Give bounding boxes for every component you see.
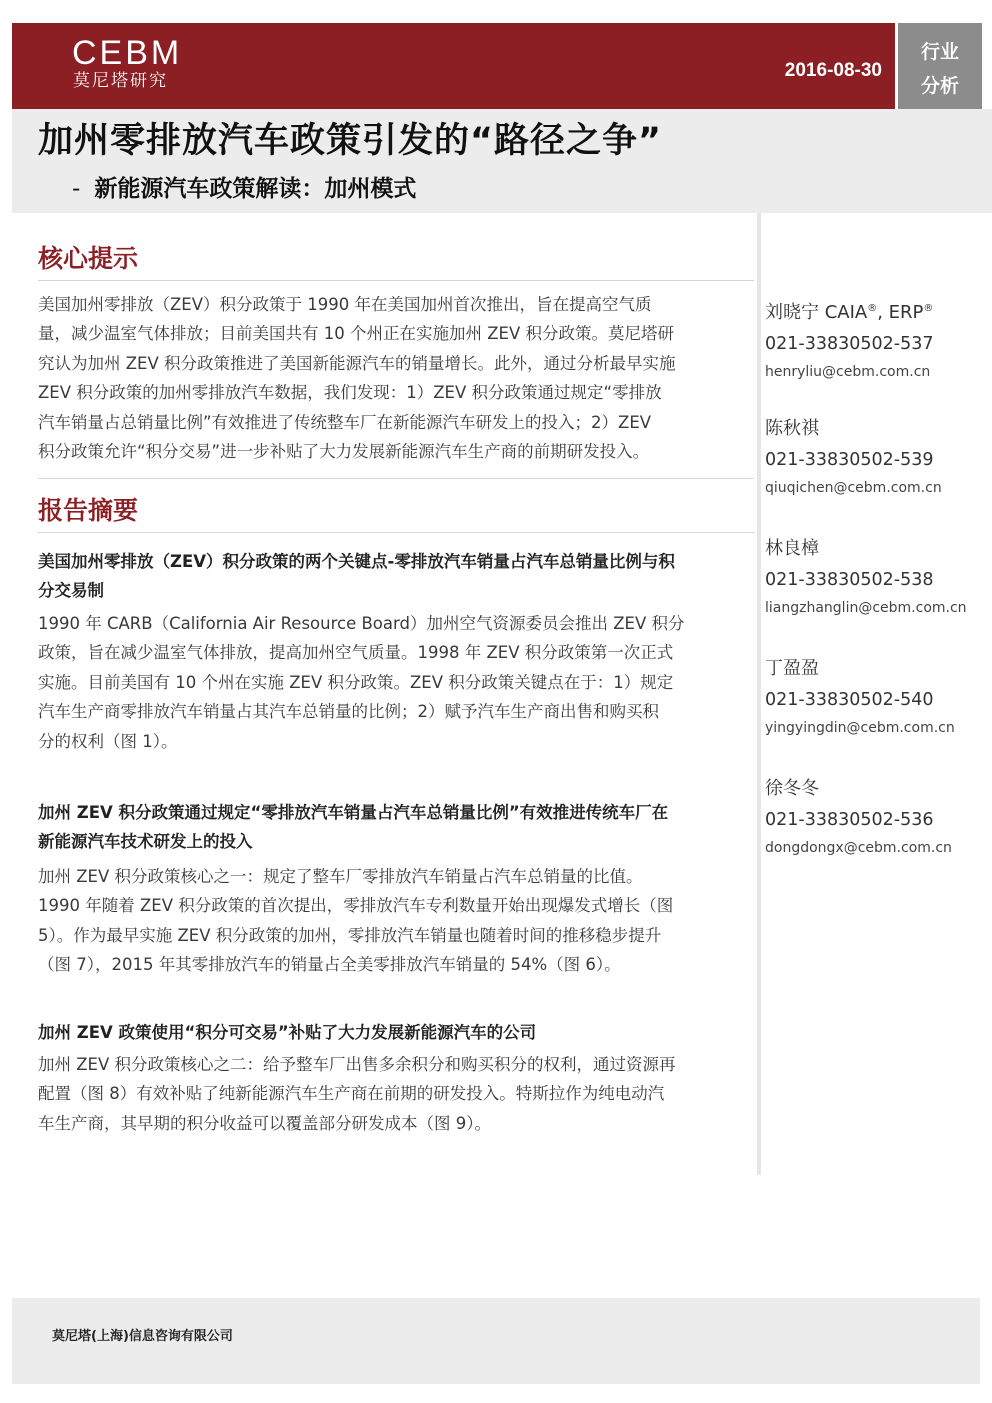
summary-block-3-body [38, 1050, 748, 1138]
author-email-link[interactable]: yingyingdin@cebm.com.cn [765, 720, 955, 736]
summary-block-1-title [38, 547, 748, 606]
author-name: 徐冬冬 [765, 778, 819, 799]
author-phone: 021-33830502-540 [765, 690, 934, 710]
block-body-line: 加州 ZEV 积分政策核心之一：规定了整车厂零排放汽车销量占汽车总销量的比值。 [38, 867, 643, 886]
block-body-line: 1990 年随着 ZEV 积分政策的首次提出，零排放汽车专利数量开始出现爆发式增长（图 [38, 896, 674, 916]
category-line-2: 分析 [920, 75, 959, 97]
cebm-logo [66, 35, 206, 95]
author-card [765, 535, 987, 619]
core-line: 积分政策允许“积分交易”进一步补贴了大力发展新能源汽车生产商的前期研发投入。 [38, 442, 650, 462]
subtitle-text: 新能源汽车政策解读：加州模式 [94, 176, 417, 202]
author-name: 陈秋祺 [765, 418, 819, 439]
author-email-link[interactable]: qiuqichen@cebm.com.cn [765, 480, 942, 496]
author-email-link[interactable]: henryliu@cebm.com.cn [765, 364, 931, 380]
core-heading: 核心提示 [38, 244, 139, 273]
logo-mark: CEBM [72, 34, 183, 72]
block-body-line: 实施。目前美国有 10 个州在实施 ZEV 积分政策。ZEV 积分政策关键点在于：1）规定 [38, 672, 674, 692]
author-email-link[interactable]: dongdongx@cebm.com.cn [765, 840, 952, 856]
core-line: 汽车销量占总销量比例”有效推进了传统整车厂在新能源汽车研发上的投入；2）ZEV [38, 412, 652, 432]
page-subtitle [72, 172, 416, 206]
block-body-line: 政策，旨在减少温室气体排放，提高加州空气质量。1998 年 ZEV 积分政策第一次正式 [38, 643, 674, 663]
page-title: 加州零排放汽车政策引发的“路径之争” [38, 121, 663, 161]
block-body-line: 配置（图 8）有效补贴了纯新能源汽车生产商在前期的研发投入。特斯拉作为纯电动汽 [38, 1084, 665, 1104]
author-card [765, 655, 987, 739]
block-body-line: （图 7），2015 年其零排放汽车的销量占全美零排放汽车销量的 54%（图 6）。 [38, 955, 621, 975]
block-title-line: 加州 ZEV 积分政策通过规定“零排放汽车销量占汽车总销量比例”有效推进传统车厂在 [38, 803, 669, 822]
block-body-line: 5）。作为最早实施 ZEV 积分政策的加州，零排放汽车销量也随着时间的推移稳步提升 [38, 925, 662, 945]
section-divider [38, 478, 754, 479]
summary-heading-rule [38, 532, 754, 533]
author-phone: 021-33830502-538 [765, 570, 934, 590]
block-body-line: 分的权利（图 1）。 [38, 731, 178, 751]
author-card [765, 775, 987, 859]
block-body-line: 车生产商，其早期的积分收益可以覆盖部分研发成本（图 9）。 [38, 1113, 491, 1133]
author-phone: 021-33830502-536 [765, 810, 934, 830]
core-line: 量，减少温室气体排放；目前美国共有 10 个州正在实施加州 ZEV 积分政策。莫尼塔研 [38, 324, 674, 344]
author-name: 刘晓宁 CAIA®, ERP® [765, 302, 934, 323]
core-heading-rule [38, 280, 754, 281]
category-badge [895, 23, 982, 109]
core-paragraph [38, 290, 748, 466]
block-title-line: 分交易制 [38, 581, 104, 601]
report-date: 2016-08-30 [784, 60, 882, 81]
block-body-line: 汽车生产商零排放汽车销量占其汽车总销量的比例；2）赋予汽车生产商出售和购买积 [38, 702, 659, 722]
author-name: 丁盈盈 [765, 658, 819, 679]
core-line: 美国加州零排放（ZEV）积分政策于 1990 年在美国加州首次推出，旨在提高空气质 [38, 295, 652, 314]
author-email-link[interactable]: liangzhanglin@cebm.com.cn [765, 600, 967, 616]
block-title-line: 美国加州零排放（ZEV）积分政策的两个关键点-零排放汽车销量占汽车总销量比例与积 [38, 552, 675, 571]
summary-block-1-body [38, 609, 748, 756]
footer-company: 莫尼塔(上海)信息咨询有限公司 [52, 1329, 233, 1344]
summary-block-3-title [38, 1018, 748, 1047]
author-phone: 021-33830502-537 [765, 334, 934, 354]
subtitle-dash: - [72, 176, 81, 202]
summary-block-2-body [38, 862, 748, 980]
author-name: 林良樟 [765, 538, 819, 559]
block-title-line: 加州 ZEV 政策使用“积分可交易”补贴了大力发展新能源汽车的公司 [38, 1023, 537, 1042]
logo-name: 莫尼塔研究 [73, 71, 168, 91]
author-card [765, 295, 987, 383]
category-line-1: 行业 [920, 41, 959, 63]
summary-heading: 报告摘要 [38, 496, 139, 525]
block-body-line: 加州 ZEV 积分政策核心之二：给予整车厂出售多余积分和购买积分的权利，通过资源再 [38, 1055, 676, 1074]
summary-block-2-title [38, 798, 748, 857]
block-body-line: 1990 年 CARB（California Air Resource Board）加州空气资源委员会推出 ZEV 积分 [38, 614, 685, 633]
core-line: ZEV 积分政策的加州零排放汽车数据，我们发现：1）ZEV 积分政策通过规定“零排放 [38, 383, 662, 403]
core-line: 究认为加州 ZEV 积分政策推进了美国新能源汽车的销量增长。此外，通过分析最早实施 [38, 353, 676, 373]
sidebar-divider [757, 213, 761, 1175]
author-card [765, 415, 987, 499]
author-phone: 021-33830502-539 [765, 450, 934, 470]
block-title-line: 新能源汽车技术研发上的投入 [38, 832, 253, 852]
